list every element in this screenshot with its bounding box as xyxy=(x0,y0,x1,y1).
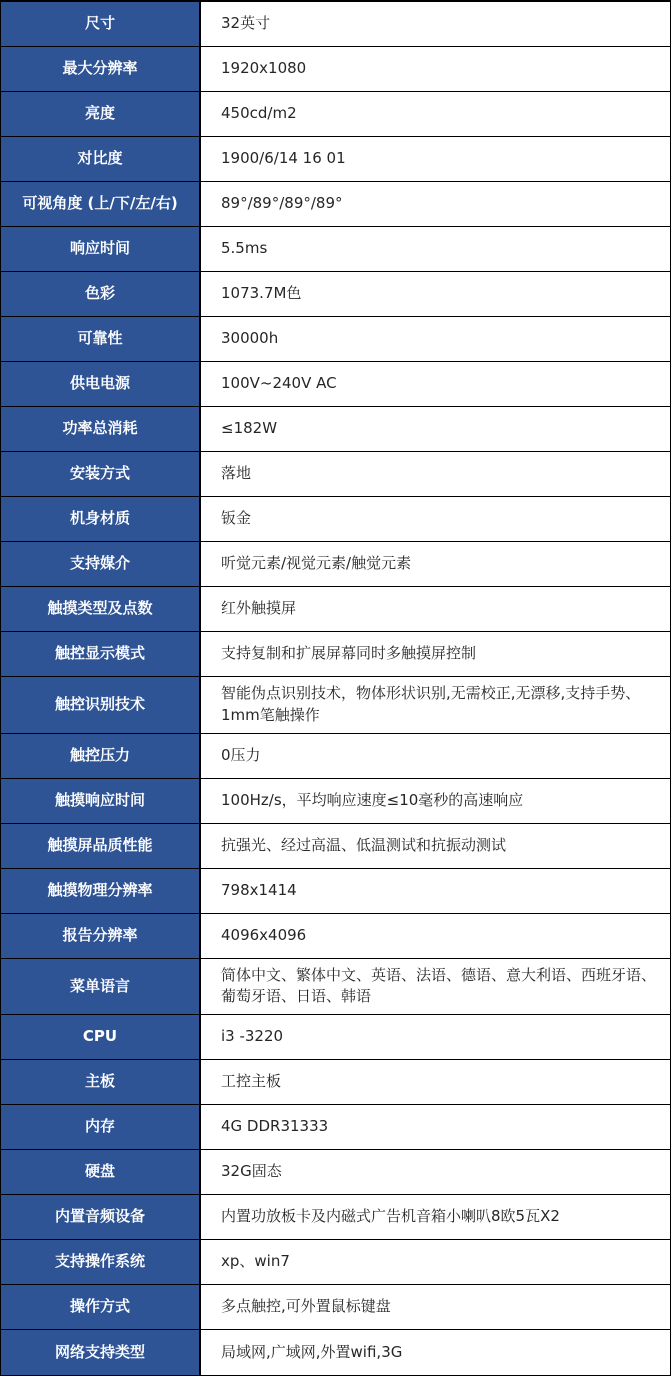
spec-row-contrast xyxy=(1,137,670,182)
spec-row-report-resolution xyxy=(1,914,670,959)
spec-value: 32G固态 xyxy=(221,1162,282,1181)
spec-value: 450cd/m2 xyxy=(221,104,297,123)
spec-row-max-resolution xyxy=(1,47,670,92)
spec-value: ≤182W xyxy=(221,419,278,438)
spec-label: 操作方式 xyxy=(1,1285,201,1329)
spec-value: 4G DDR31333 xyxy=(221,1117,329,1136)
spec-row-touch-response-time xyxy=(1,779,670,824)
spec-row-supported-media xyxy=(1,542,670,587)
spec-row-memory xyxy=(1,1105,670,1150)
spec-row-cpu xyxy=(1,1015,670,1060)
spec-label: 触控识别技术 xyxy=(1,677,201,733)
spec-row-viewing-angle xyxy=(1,182,670,227)
spec-value: 内置功放板卡及内磁式广告机音箱小喇叭8欧5瓦X2 xyxy=(221,1207,560,1226)
spec-value: 89°/89°/89°/89° xyxy=(221,194,343,213)
spec-label: 触控压力 xyxy=(1,734,201,778)
spec-row-touch-physical-resolution xyxy=(1,869,670,914)
spec-value: 100V~240V AC xyxy=(221,374,337,393)
spec-row-touch-display-mode xyxy=(1,632,670,677)
spec-label: 内存 xyxy=(1,1105,201,1149)
spec-label: 支持操作系统 xyxy=(1,1240,201,1284)
spec-label: 支持媒介 xyxy=(1,542,201,586)
spec-value: 钣金 xyxy=(221,509,252,528)
spec-value: 32英寸 xyxy=(221,14,271,33)
spec-row-power-consumption xyxy=(1,407,670,452)
spec-label: 安装方式 xyxy=(1,452,201,496)
spec-label: 功率总消耗 xyxy=(1,407,201,451)
spec-label: 色彩 xyxy=(1,272,201,316)
spec-label: 供电电源 xyxy=(1,362,201,406)
spec-value: 简体中文、繁体中文、英语、法语、德语、意大利语、西班牙语、葡萄牙语、日语、韩语 xyxy=(221,965,657,1006)
spec-value: 听觉元素/视觉元素/触觉元素 xyxy=(221,554,412,573)
spec-value: 4096x4096 xyxy=(221,925,307,944)
spec-label: CPU xyxy=(1,1015,201,1059)
spec-value: 红外触摸屏 xyxy=(221,599,297,618)
spec-label: 可靠性 xyxy=(1,317,201,361)
spec-value: 100Hz/s，平均响应速度≤10毫秒的高速响应 xyxy=(221,790,524,809)
spec-row-installation xyxy=(1,452,670,497)
spec-row-supported-os xyxy=(1,1240,670,1285)
spec-row-touch-recognition xyxy=(1,677,670,734)
spec-row-reliability xyxy=(1,317,670,362)
spec-row-menu-language xyxy=(1,959,670,1016)
spec-row-hard-disk xyxy=(1,1150,670,1195)
spec-value: 5.5ms xyxy=(221,239,268,258)
spec-label: 亮度 xyxy=(1,92,201,136)
spec-value: xp、win7 xyxy=(221,1252,290,1271)
spec-value: 798x1414 xyxy=(221,880,297,899)
spec-row-touchscreen-quality xyxy=(1,824,670,869)
spec-label: 响应时间 xyxy=(1,227,201,271)
spec-row-brightness xyxy=(1,92,670,137)
spec-label: 对比度 xyxy=(1,137,201,181)
spec-label: 网络支持类型 xyxy=(1,1330,201,1375)
spec-value: i3 -3220 xyxy=(221,1027,284,1046)
spec-row-color xyxy=(1,272,670,317)
spec-label: 触控显示模式 xyxy=(1,632,201,676)
spec-row-body-material xyxy=(1,497,670,542)
spec-row-operation-mode xyxy=(1,1285,670,1330)
spec-value: 支持复制和扩展屏幕同时多触摸屏控制 xyxy=(221,644,477,663)
spec-value: 1073.7M色 xyxy=(221,284,302,303)
spec-label: 主板 xyxy=(1,1060,201,1104)
spec-label: 可视角度 (上/下/左/右) xyxy=(1,182,201,226)
spec-row-touch-pressure xyxy=(1,734,670,779)
spec-row-touch-type xyxy=(1,587,670,632)
spec-label: 菜单语言 xyxy=(1,959,201,1015)
spec-value: 30000h xyxy=(221,329,279,348)
spec-label: 机身材质 xyxy=(1,497,201,541)
spec-row-response-time xyxy=(1,227,670,272)
spec-value: 多点触控,可外置鼠标键盘 xyxy=(221,1297,391,1316)
spec-label: 触摸类型及点数 xyxy=(1,587,201,631)
spec-label: 硬盘 xyxy=(1,1150,201,1194)
spec-row-motherboard xyxy=(1,1060,670,1105)
spec-row-power-supply xyxy=(1,362,670,407)
spec-label: 触摸响应时间 xyxy=(1,779,201,823)
spec-label: 触摸物理分辨率 xyxy=(1,869,201,913)
spec-value: 0压力 xyxy=(221,745,261,764)
spec-label: 尺寸 xyxy=(1,2,201,46)
spec-label: 内置音频设备 xyxy=(1,1195,201,1239)
spec-value: 局域网,广域网,外置wifi,3G xyxy=(221,1342,403,1361)
spec-row-builtin-audio xyxy=(1,1195,670,1240)
spec-value: 落地 xyxy=(221,464,252,483)
spec-row-size xyxy=(1,2,670,47)
spec-label: 报告分辨率 xyxy=(1,914,201,958)
spec-value: 工控主板 xyxy=(221,1072,282,1091)
spec-label: 最大分辨率 xyxy=(1,47,201,91)
spec-value: 智能伪点识别技术，物体形状识别,无需校正,无漂移,支持手势、1mm笔触操作 xyxy=(221,684,641,724)
spec-value: 1900/6/14 16 01 xyxy=(221,149,346,168)
spec-row-network-support xyxy=(1,1330,670,1375)
spec-label: 触摸屏品质性能 xyxy=(1,824,201,868)
spec-value: 抗强光、经过高温、低温测试和抗振动测试 xyxy=(221,835,507,854)
spec-value: 1920x1080 xyxy=(221,59,307,78)
